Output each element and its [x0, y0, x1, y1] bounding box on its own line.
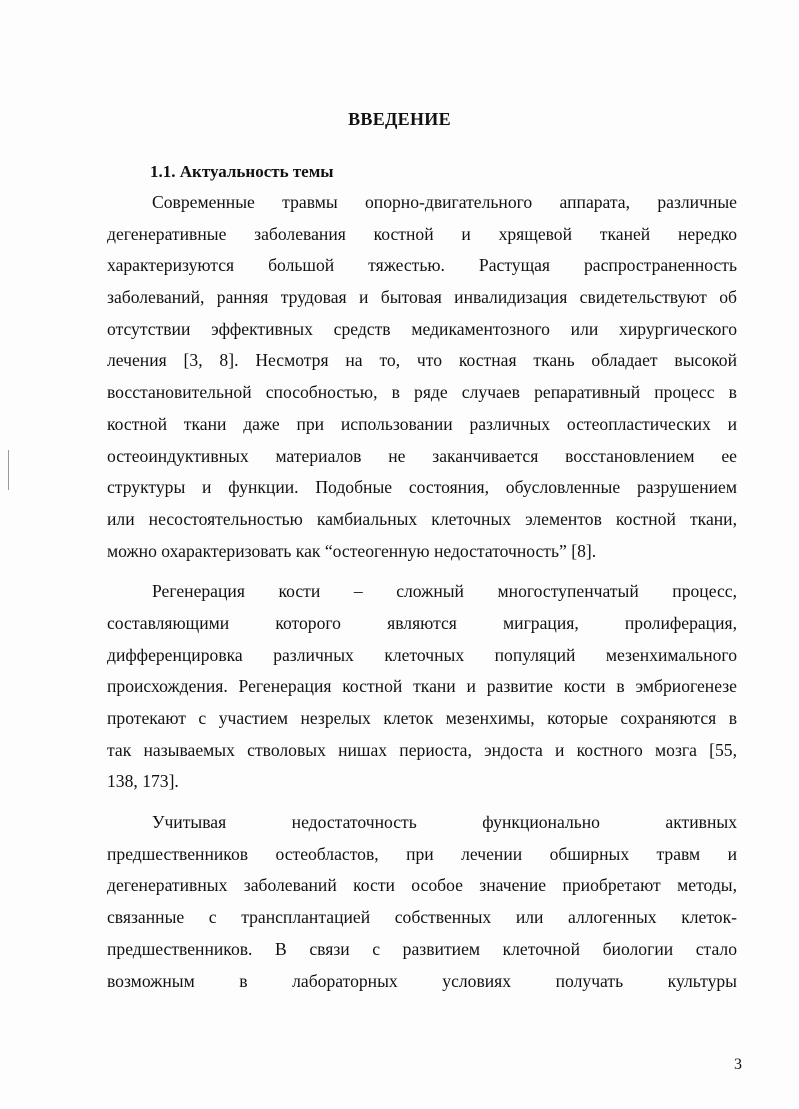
text-line: 138, 173].	[107, 771, 179, 792]
section-heading: 1.1. Актуальность темы	[150, 162, 334, 181]
text-line: предшественников остеобластов, при лечении обширных травм и	[107, 843, 737, 864]
page-title: ВВЕДЕНИЕ	[348, 109, 451, 129]
text-line: дифференцировка различных клеточных популяций мезенхимального	[107, 644, 737, 665]
text-line: или несостоятельностью камбиальных клеточных элементов костной ткани,	[107, 508, 737, 529]
text-line: происхождения. Регенерация костной ткани и развитие кости в эмбриогенезе	[107, 676, 737, 697]
scan-artifact-mark	[8, 450, 9, 490]
text-line: возможным в лабораторных условиях получать культуры	[107, 970, 737, 991]
text-line: лечения [3, 8]. Несмотря на то, что костная ткань обладает высокой	[107, 350, 737, 371]
text-line: восстановительной способностью, в ряде случаев репаративный процесс в	[107, 382, 737, 403]
text-line: структуры и функции. Подобные состояния, обусловленные разрушением	[107, 477, 737, 498]
text-line: протекают с участием незрелых клеток мезенхимы, которые сохраняются в	[107, 708, 737, 728]
text-line: костной ткани даже при использовании различных остеопластических и	[107, 413, 737, 434]
text-line: Регенерация кости – сложный многоступенчатый процесс,	[152, 581, 737, 602]
text-line: связанные с трансплантацией собственных или аллогенных клеток-	[107, 907, 737, 928]
paragraph-3	[107, 807, 737, 997]
text-line: характеризуются большой тяжестью. Растущая распространенность	[107, 255, 737, 276]
text-line: так называемых стволовых нишах периоста, эндоста и костного мозга [55,	[107, 739, 737, 760]
paragraph-1	[107, 187, 737, 567]
text-line: заболеваний, ранняя трудовая и бытовая инвалидизация свидетельствуют об	[107, 287, 737, 308]
text-line: дегенеративных заболеваний кости особое значение приобретают методы,	[107, 875, 737, 896]
text-line: дегенеративные заболевания костной и хрящевой тканей нередко	[107, 223, 737, 244]
body-text	[107, 187, 737, 997]
text-line: можно охарактеризовать как “остеогенную недостаточность” [8].	[107, 540, 597, 561]
text-line: предшественников. В связи с развитием клеточной биологии стало	[107, 938, 737, 959]
page-number: 3	[734, 1056, 742, 1073]
text-line: отсутствии эффективных средств медикаментозного или хирургического	[107, 318, 737, 339]
paragraph-2	[107, 576, 737, 798]
text-line: Современные травмы опорно-двигательного аппарата, различные	[152, 192, 737, 212]
text-line: остеоиндуктивных материалов не заканчивается восстановлением ее	[107, 445, 737, 466]
text-line: Учитывая недостаточность функционально активных	[152, 812, 737, 833]
text-line: составляющими которого являются миграция, пролиферация,	[107, 612, 737, 633]
